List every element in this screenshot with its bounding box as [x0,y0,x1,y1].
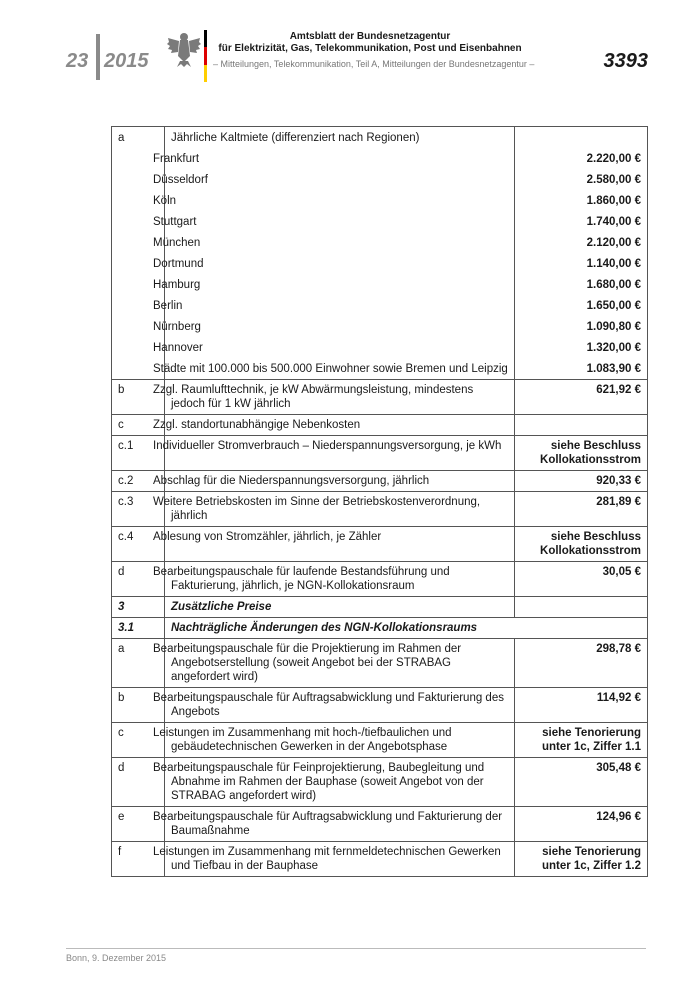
footer-date: Bonn, 9. Dezember 2015 [66,953,167,963]
issue-number: 23 [66,50,89,72]
page-number: 3393 [603,50,648,72]
city-value: 2.580,00 € [515,169,648,190]
row-label: Zzgl. standortunabhängige Nebenkosten [165,415,515,436]
table-row-city [112,274,648,295]
city-value: 1.090,80 € [515,316,648,337]
table-row [112,842,648,877]
row-id: 3.1 [112,618,165,639]
row-value: siehe Beschluss Kollokationsstrom [515,527,648,562]
city-value: 1.320,00 € [515,337,648,358]
row-label: Bearbeitungspauschale für Auftragsabwicklung und Fakturierung der Baumaßnahme [165,807,515,842]
table-row-city [112,190,648,211]
row-label: Zzgl. Raumlufttechnik, je kW Abwärmungsleistung, mindestens jedoch für 1 kW jährlich [165,380,515,415]
fee-table [111,126,648,877]
table-row [112,492,648,527]
row-id: c.4 [112,527,165,562]
row-value: 621,92 € [515,380,648,415]
city-label: Düsseldorf [165,169,515,190]
city-value: 2.120,00 € [515,232,648,253]
city-value: 1.083,90 € [515,358,648,380]
row-value: 30,05 € [515,562,648,597]
row-value [515,415,648,436]
row-label: Weitere Betriebskosten im Sinne der Betriebskostenverordnung, jährlich [165,492,515,527]
row-value: 114,92 € [515,688,648,723]
row-label: Bearbeitungspauschale für Auftragsabwicklung und Fakturierung des Angebots [165,688,515,723]
row-label: Individueller Stromverbrauch – Niederspannungsversorgung, je kWh [165,436,515,471]
table-row-city [112,232,648,253]
federal-eagle-icon [166,30,202,68]
row-value: 298,78 € [515,639,648,688]
table-row [112,639,648,688]
city-value: 1.680,00 € [515,274,648,295]
section-heading [112,597,648,618]
city-value: 1.140,00 € [515,253,648,274]
table-row [112,436,648,471]
row-id: a [112,127,165,149]
table-row-city [112,148,648,169]
table-row [112,471,648,492]
city-label: München [165,232,515,253]
row-id: c [112,415,165,436]
city-label: Köln [165,190,515,211]
row-id: c.2 [112,471,165,492]
table-row-city [112,253,648,274]
row-value [515,597,648,618]
city-label: Städte mit 100.000 bis 500.000 Einwohner sowie Bremen und Leipzig [165,358,515,380]
table-row-city [112,211,648,232]
row-value: 920,33 € [515,471,648,492]
city-label: Frankfurt [165,148,515,169]
row-label: Leistungen im Zusammenhang mit fernmeldetechnischen Gewerken und Tiefbau in der Bauphase [165,842,515,877]
gazette-title: Amtsblatt der Bundesnetzagentur für Elektrizität, Gas, Telekommunikation, Post und Eisenbahnen [218,31,522,54]
header-divider [96,34,100,80]
city-label: Hannover [165,337,515,358]
row-label: Bearbeitungspauschale für die Projektierung im Rahmen der Angebotserstellung (soweit Angebot bei der STRABAG angefordert wird) [165,639,515,688]
table-row-city [112,337,648,358]
table-row [112,688,648,723]
row-id: e [112,807,165,842]
row-label: Zusätzliche Preise [165,597,515,618]
row-id: c [112,723,165,758]
row-value: siehe Beschluss Kollokationsstrom [515,436,648,471]
row-label: Jährliche Kaltmiete (differenziert nach Regionen) [165,127,515,149]
flag-bar [204,30,207,82]
city-value: 2.220,00 € [515,148,648,169]
city-value: 1.650,00 € [515,295,648,316]
row-label: Abschlag für die Niederspannungsversorgung, jährlich [165,471,515,492]
table-row [112,380,648,415]
issue-year: 2015 [104,50,149,72]
footer-rule [66,948,646,949]
row-value: siehe Tenorierung unter 1c, Ziffer 1.2 [515,842,648,877]
row-value: 124,96 € [515,807,648,842]
table-row [112,758,648,807]
table-row [112,415,648,436]
table-row [112,527,648,562]
row-id: c.3 [112,492,165,527]
table-row-city [112,169,648,190]
city-label: Berlin [165,295,515,316]
row-value: 305,48 € [515,758,648,807]
row-label: Ablesung von Stromzähler, jährlich, je Zähler [165,527,515,562]
section-heading [112,618,648,639]
city-value: 1.740,00 € [515,211,648,232]
table-row-city [112,295,648,316]
row-value: 281,89 € [515,492,648,527]
row-id: f [112,842,165,877]
gazette-subtitle: – Mitteilungen, Telekommunikation, Teil A, Mitteilungen der Bundesnetzagentur – [213,59,535,69]
row-id: b [112,688,165,723]
city-label: Nürnberg [165,316,515,337]
row-value [515,127,648,149]
table-row-a-main [112,127,648,149]
row-label: Bearbeitungspauschale für Feinprojektierung, Baubegleitung und Abnahme im Rahmen der Bauphase (soweit Angebot von der STRABAG angefordert wird) [165,758,515,807]
row-value: siehe Tenorierung unter 1c, Ziffer 1.1 [515,723,648,758]
table-row [112,807,648,842]
row-id: b [112,380,165,415]
row-id: a [112,639,165,688]
table-row-city [112,358,648,380]
row-id: d [112,562,165,597]
row-label: Leistungen im Zusammenhang mit hoch-/tiefbaulichen und gebäudetechnischen Gewerken in der Angebotsphase [165,723,515,758]
row-id: 3 [112,597,165,618]
row-id: d [112,758,165,807]
row-id: c.1 [112,436,165,471]
row-label: Nachträgliche Änderungen des NGN-Kollokationsraums [165,618,648,639]
table-row-city [112,316,648,337]
table-row [112,562,648,597]
row-label: Bearbeitungspauschale für laufende Bestandsführung und Fakturierung, jährlich, je NGN-Kollokationsraum [165,562,515,597]
city-label: Dortmund [165,253,515,274]
city-label: Stuttgart [165,211,515,232]
city-value: 1.860,00 € [515,190,648,211]
city-label: Hamburg [165,274,515,295]
table-row [112,723,648,758]
